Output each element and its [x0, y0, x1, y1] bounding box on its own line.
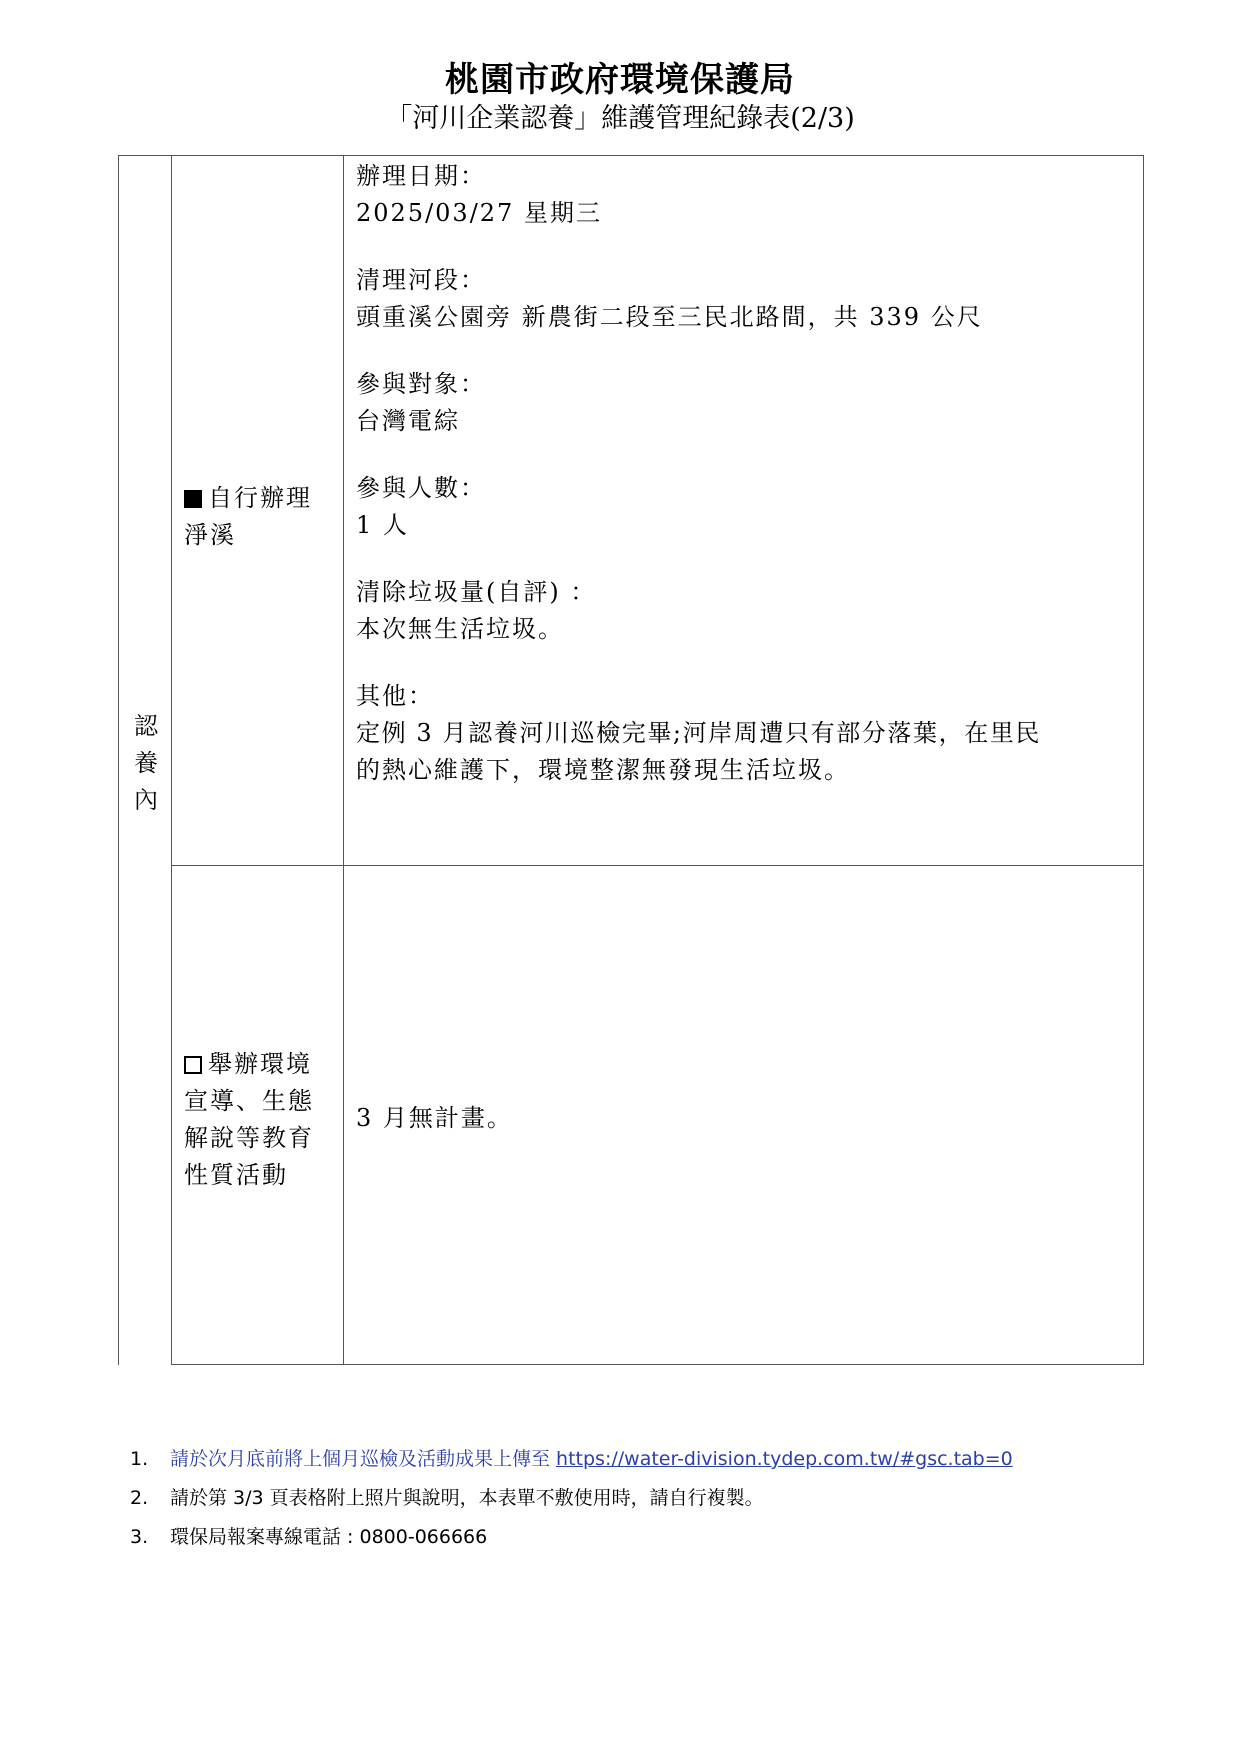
side-label [128, 708, 164, 819]
upload-instruction: 請於次月底前將上個月巡檢及活動成果上傳至 [170, 1448, 557, 1470]
other-label: 其他： [356, 682, 434, 710]
notes-list [130, 1440, 1013, 1557]
date-label: 辦理日期： [356, 162, 486, 190]
checkbox-unchecked-icon [184, 1056, 202, 1074]
table-border-right [1143, 155, 1144, 1365]
garbage-amount-value: 本次無生活垃圾。 [356, 615, 564, 643]
table-border-left [118, 155, 119, 1365]
note-text: 環保局報案專線電話 : 0800-066666 [170, 1526, 488, 1548]
table-border-bottom [171, 1364, 1144, 1365]
river-section-value: 頭重溪公園旁 新農街二段至三民北路間，共 339 公尺 [356, 303, 983, 331]
table-row-divider [171, 865, 1144, 866]
activity-plan: 3 月無計畫。 [356, 1104, 513, 1132]
category-self-cleanup [184, 480, 334, 554]
side-label-char: 認 [134, 712, 158, 740]
participants-value: 台灣電綜 [356, 407, 460, 435]
list-item [130, 1518, 1013, 1557]
other-value-line: 的熱心維護下，環境整潔無發現生活垃圾。 [356, 756, 850, 784]
participants-label: 參與對象： [356, 370, 486, 398]
other-value-line: 定例 3 月認養河川巡檢完畢;河岸周遭只有部分落葉，在里民 [356, 719, 1042, 747]
note-number: 2. [130, 1487, 149, 1509]
river-section-label: 清理河段： [356, 266, 486, 294]
category-line: 淨溪 [184, 521, 236, 549]
note-number: 1. [130, 1448, 149, 1470]
side-label-char: 內 [134, 786, 158, 814]
category-line: 性質活動 [184, 1161, 288, 1189]
category-education-activity [184, 1046, 342, 1194]
table-border-top [118, 155, 1144, 156]
table-divider-col1 [171, 155, 172, 1365]
list-item [130, 1479, 1013, 1518]
table-divider-col2 [343, 155, 344, 1365]
note-text: 請於第 3/3 頁表格附上照片與說明，本表單不敷使用時，請自行複製。 [170, 1487, 764, 1509]
category-line: 舉辦環境 [208, 1050, 312, 1078]
participant-count-value: 1 人 [356, 511, 409, 539]
form-subtitle: 「河川企業認養」維護管理紀錄表(2/3) [385, 103, 855, 134]
upload-url-link[interactable]: https://water-division.tydep.com.tw/#gsc.tab=0 [556, 1448, 1013, 1470]
date-value: 2025/03/27 星期三 [356, 199, 602, 227]
category-line: 解說等教育 [184, 1124, 314, 1152]
list-item [130, 1440, 1013, 1479]
cleanup-details [356, 158, 1136, 819]
garbage-amount-label: 清除垃圾量(自評) ： [356, 578, 597, 606]
checkbox-checked-icon [184, 490, 202, 508]
participant-count-label: 參與人數： [356, 474, 486, 502]
side-label-char: 養 [134, 749, 158, 777]
page-title: 桃園市政府環境保護局 [445, 60, 795, 100]
category-line: 宣導、生態 [184, 1087, 314, 1115]
category-line: 自行辦理 [208, 484, 312, 512]
note-number: 3. [130, 1526, 149, 1548]
